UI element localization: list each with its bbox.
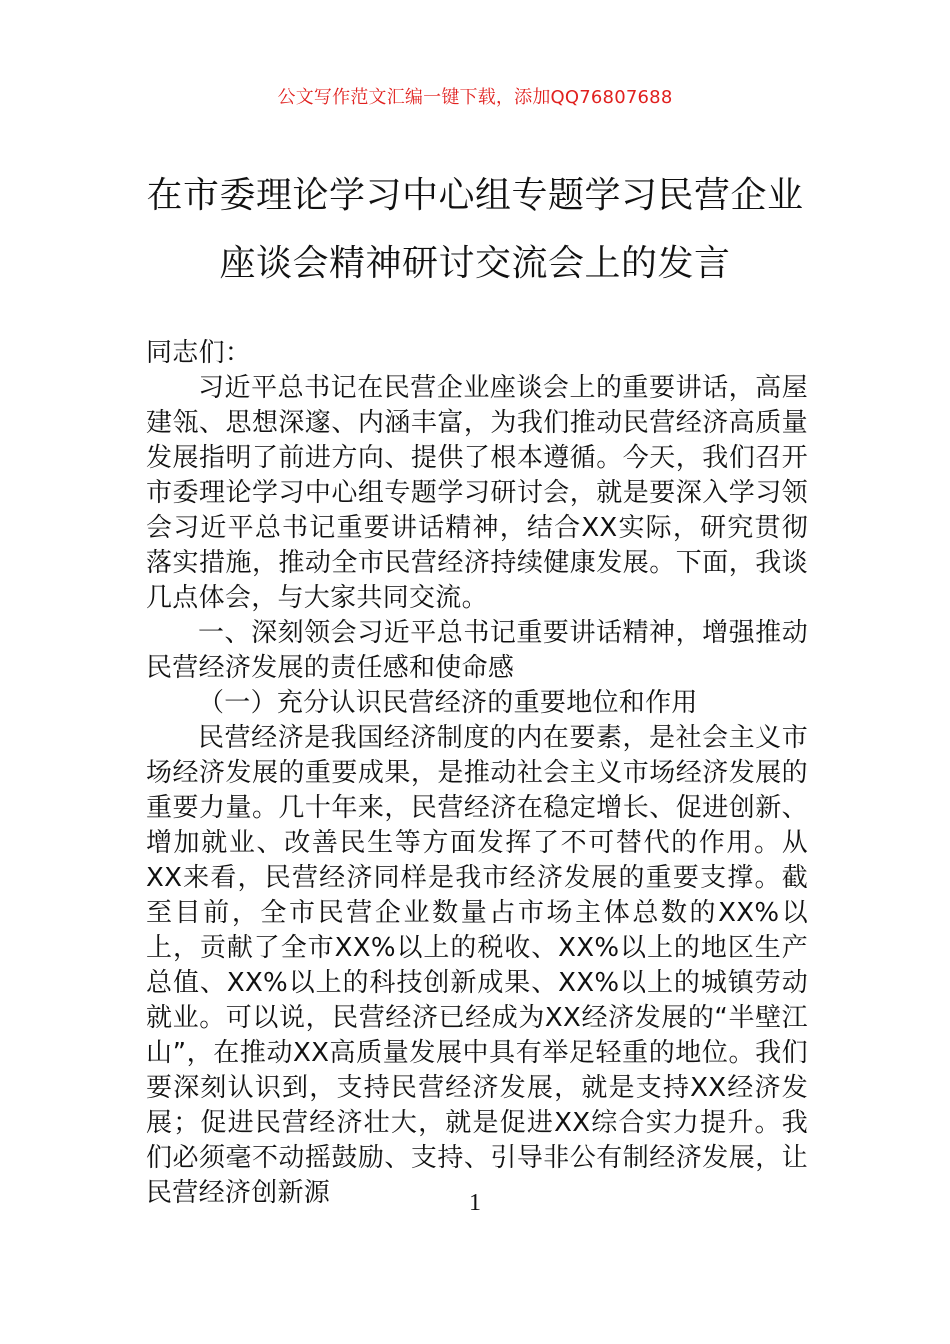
salutation: 同志们： xyxy=(146,338,252,368)
section-heading-1: 一、深刻领会习近平总书记重要讲话精神，增强推动民营经济发展的责任感和使命感 xyxy=(146,618,808,683)
document-body xyxy=(146,336,808,1211)
document-title-line-1: 在市委理论学习中心组专题学习民营企业 xyxy=(146,175,804,216)
intro-paragraph: 习近平总书记在民营企业座谈会上的重要讲话，高屋建瓴、思想深邃、内涵丰富，为我们推动民营经济高质量发展指明了前进方向、提供了根本遵循。今天，我们召开市委理论学习中心组专题学习研讨会，就是要深入学习领会习近平总书记重要讲话精神，结合XX实际，研究贯彻落实措施，推动全市民营经济持续健康发展。下面，我谈几点体会，与大家共同交流。 xyxy=(146,373,808,613)
subsection-heading-1-1: （一）充分认识民营经济的重要地位和作用 xyxy=(198,688,698,718)
body-paragraph: 民营经济是我国经济制度的内在要素，是社会主义市场经济发展的重要成果，是推动社会主义市场经济发展的重要力量。几十年来，民营经济在稳定增长、促进创新、增加就业、改善民生等方面发挥了不可替代的作用。从XX来看，民营经济同样是我市经济发展的重要支撑。截至目前，全市民营企业数量占市场主体总数的XX%以上，贡献了全市XX%以上的税收、XX%以上的地区生产总值、XX%以上的科技创新成果、XX%以上的城镇劳动就业。可以说，民营经济已经成为XX经济发展的“半壁江山”，在推动XX高质量发展中具有举足轻重的地位。我们要深刻认识到，支持民营经济发展，就是支持XX经济发展；促进民营经济壮大，就是促进XX综合实力提升。我们必须毫不动摇鼓励、支持、引导非公有制经济发展，让民营经济创新源 xyxy=(146,723,808,1208)
download-promo-note: 公文写作范文汇编一键下载，添加QQ76807688 xyxy=(277,87,673,108)
page-number: 1 xyxy=(469,1190,481,1216)
document-title-line-2: 座谈会精神研讨交流会上的发言 xyxy=(219,243,731,284)
